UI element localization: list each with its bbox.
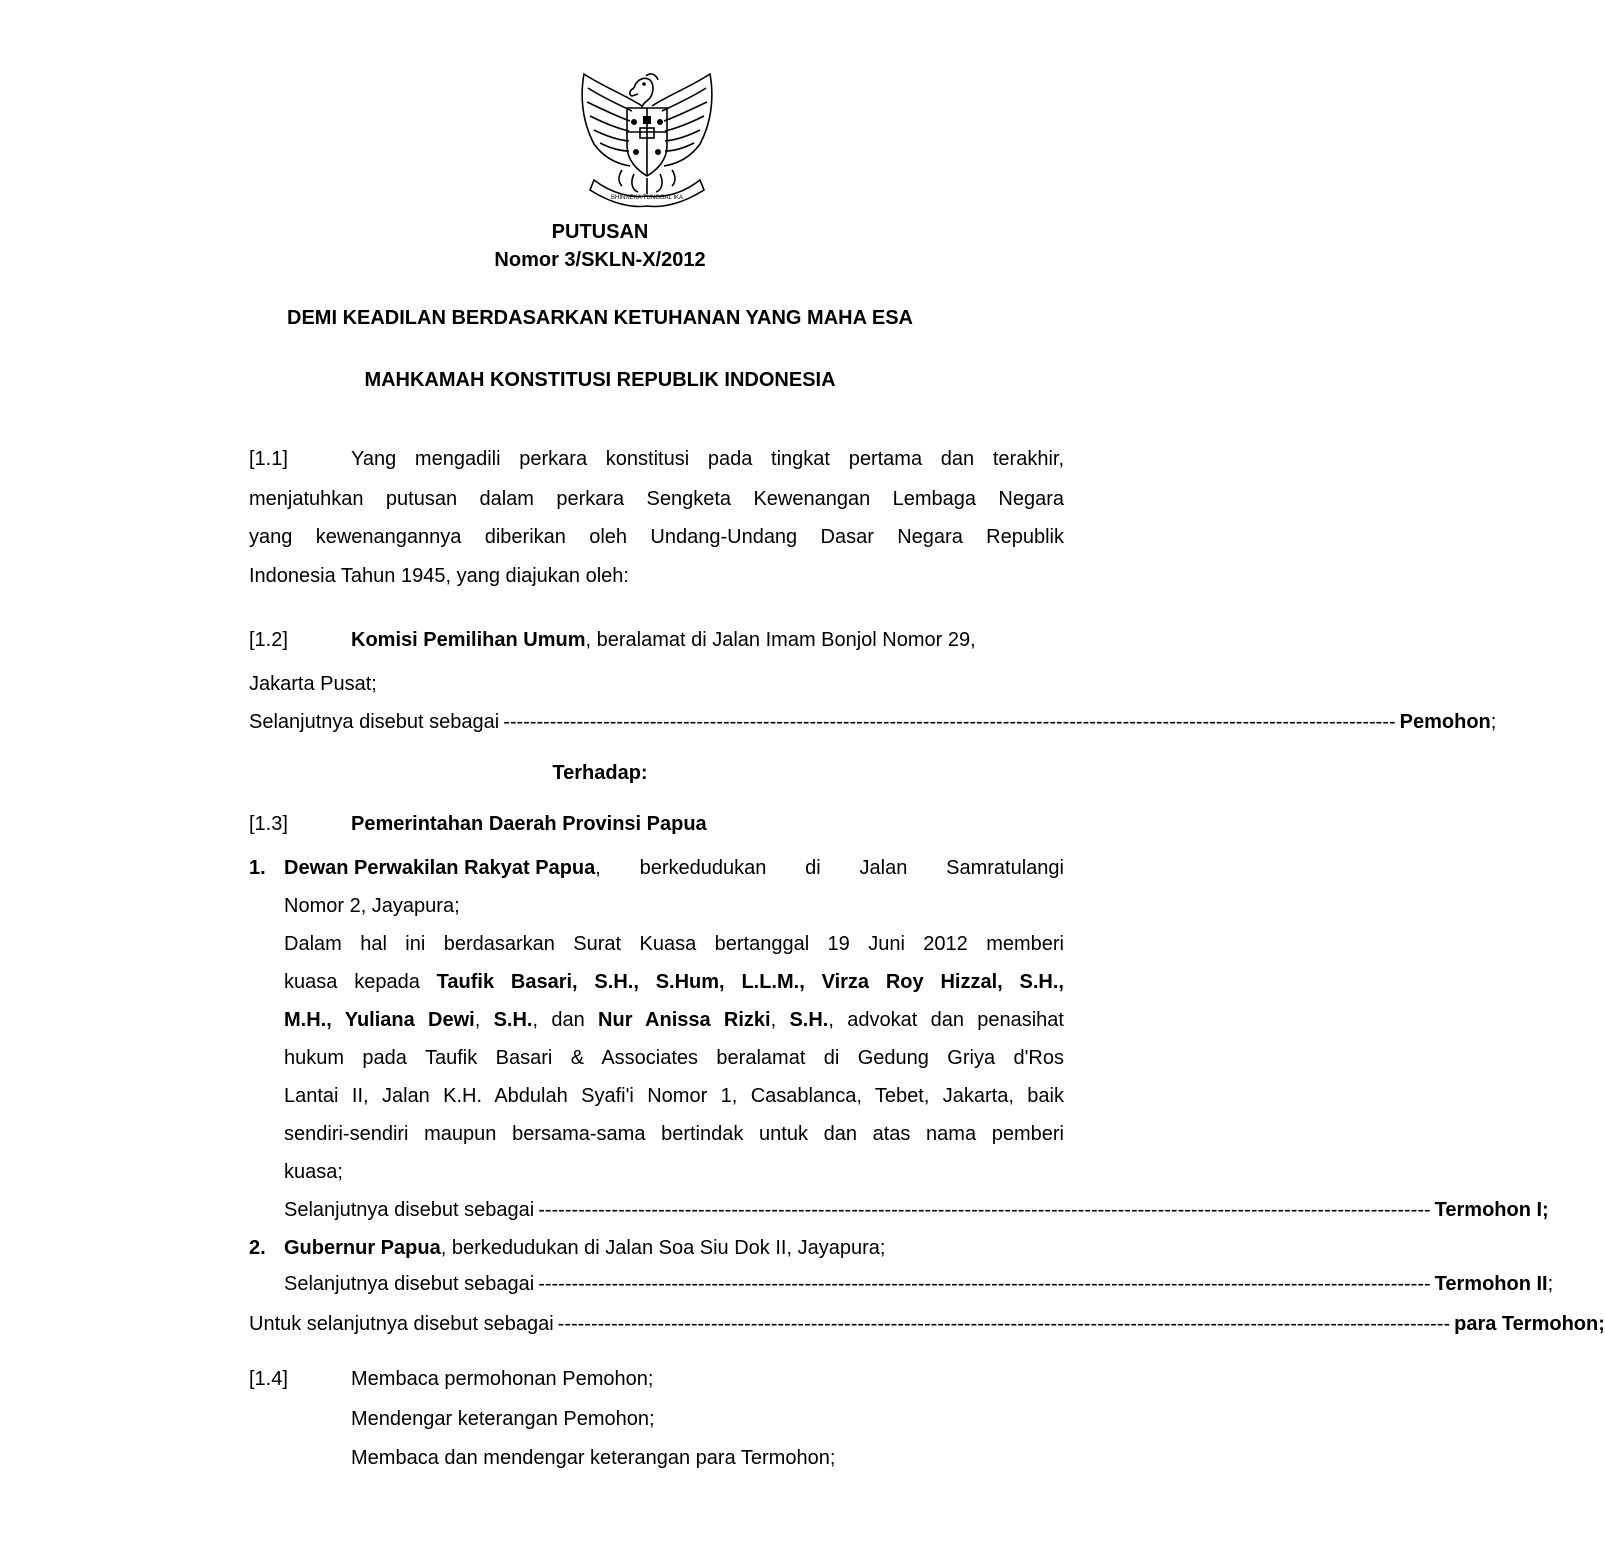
sep-1: ,: [474, 1009, 494, 1031]
sep-3: ,: [770, 1009, 790, 1031]
p14-line-2: Mendengar keterangan Pemohon;: [351, 1408, 655, 1430]
item1-line-9: kuasa;: [284, 1161, 343, 1183]
p11-line-2: menjatuhkan putusan dalam perkara Sengketa Kewenangan Lembaga Negara: [249, 488, 1064, 510]
item1-line-3: Dalam hal ini berdasarkan Surat Kuasa bertanggal 19 Juni 2012 memberi: [284, 933, 1064, 955]
item1-line-2: Nomor 2, Jayapura;: [284, 895, 460, 917]
designation-prefix: Selanjutnya disebut sebagai: [284, 1273, 535, 1295]
p11-line-1: Yang mengadili perkara konstitusi pada tingkat pertama dan terakhir,: [351, 448, 1064, 470]
leader-dashes: --------------------------------------------------------------------------------------------------------------------------------------: [557, 1313, 1451, 1335]
leader-dashes: --------------------------------------------------------------------------------------------------------------------------------------: [503, 711, 1396, 733]
item2-line-1-rest: , berkedudukan di Jalan Soa Siu Dok II, Jayapura;: [440, 1237, 886, 1259]
p11-line-4: Indonesia Tahun 1945, yang diajukan oleh:: [249, 565, 629, 587]
decision-number: Nomor 3/SKLN-X/2012: [494, 249, 706, 271]
applicant-name: Komisi Pemilihan Umum: [351, 629, 586, 651]
attorney-names-2: M.H., Yuliana Dewi: [284, 1009, 475, 1031]
item1-line-1: [284, 857, 1064, 880]
item1-line-5: [284, 1009, 1064, 1032]
garuda-emblem-icon: [572, 66, 722, 208]
paragraph-number-1-4: [1.4]: [249, 1368, 288, 1390]
court-heading: MAHKAMAH KONSTITUSI REPUBLIK INDONESIA: [364, 369, 836, 391]
item1-designation-line: [284, 1199, 1549, 1222]
item1-line-5-rest: , advokat dan penasihat: [828, 1009, 1064, 1031]
designation-prefix: Untuk selanjutnya disebut sebagai: [249, 1313, 554, 1335]
attorney-names-3: Nur Anissa Rizki: [598, 1009, 771, 1031]
against-heading: Terhadap:: [552, 762, 648, 784]
p12-designation-line: [249, 711, 1497, 734]
p12-line-2: Jakarta Pusat;: [249, 673, 377, 695]
p12-line-1-rest: , beralamat di Jalan Imam Bonjol Nomor 29,: [585, 629, 976, 651]
respondents-designation-line: [249, 1313, 1605, 1336]
attorney-degree-1: S.H.: [493, 1009, 533, 1031]
designation-end: ;: [1547, 1273, 1554, 1295]
emblem-motto: BHINNEKA TUNGGAL IKA: [610, 195, 684, 201]
item1-line-4: [284, 971, 1064, 994]
respondent-1-name: Dewan Perwakilan Rakyat Papua: [284, 857, 596, 879]
item1-line-1-rest: , berkedudukan di Jalan Samratulangi: [595, 857, 1064, 879]
paragraph-number-1-1: [1.1]: [249, 448, 288, 470]
respondent-group-title: Pemerintahan Daerah Provinsi Papua: [351, 813, 707, 835]
motto-heading: DEMI KEADILAN BERDASARKAN KETUHANAN YANG MAHA ESA: [287, 307, 913, 329]
p11-line-3: yang kewenangannya diberikan oleh Undang-Undang Dasar Negara Republik: [249, 526, 1064, 548]
applicant-role: Pemohon: [1399, 711, 1491, 733]
attorney-names-1: Taufik Basari, S.H., S.Hum, L.L.M., Virza Roy Hizzal, S.H.,: [436, 971, 1064, 993]
paragraph-number-1-2: [1.2]: [249, 629, 288, 651]
respondent-2-name: Gubernur Papua: [284, 1237, 441, 1259]
respondent-2-role: Termohon II: [1434, 1273, 1548, 1295]
item2-designation-line: [284, 1273, 1554, 1296]
item1-line-8: sendiri-sendiri maupun bersama-sama bertindak untuk dan atas nama pemberi: [284, 1123, 1064, 1145]
item2-line-1: [284, 1237, 885, 1260]
respondent-1-role: Termohon I;: [1434, 1199, 1549, 1221]
document-title: PUTUSAN: [551, 221, 649, 243]
p12-line-1: [351, 629, 1064, 652]
item1-line-6: hukum pada Taufik Basari & Associates beralamat di Gedung Griya d'Ros: [284, 1047, 1064, 1069]
paragraph-number-1-3: [1.3]: [249, 813, 288, 835]
designation-prefix: Selanjutnya disebut sebagai: [249, 711, 500, 733]
item1-line-7: Lantai II, Jalan K.H. Abdulah Syafi'i Nomor 1, Casablanca, Tebet, Jakarta, baik: [284, 1085, 1064, 1107]
list-number-2: 2.: [249, 1237, 266, 1259]
p14-line-1: Membaca permohonan Pemohon;: [351, 1368, 654, 1390]
leader-dashes: --------------------------------------------------------------------------------------------------------------------------------------: [538, 1273, 1431, 1295]
sep-2: , dan: [532, 1009, 599, 1031]
p14-line-3: Membaca dan mendengar keterangan para Termohon;: [351, 1447, 836, 1469]
leader-dashes: --------------------------------------------------------------------------------------------------------------------------------------: [538, 1199, 1431, 1221]
respondents-role: para Termohon;: [1454, 1313, 1605, 1335]
designation-end: ;: [1490, 711, 1497, 733]
attorney-degree-2: S.H.: [789, 1009, 829, 1031]
designation-prefix: Selanjutnya disebut sebagai: [284, 1199, 535, 1221]
item1-line-4-prefix: kuasa kepada: [284, 971, 437, 993]
list-number-1: 1.: [249, 857, 266, 879]
